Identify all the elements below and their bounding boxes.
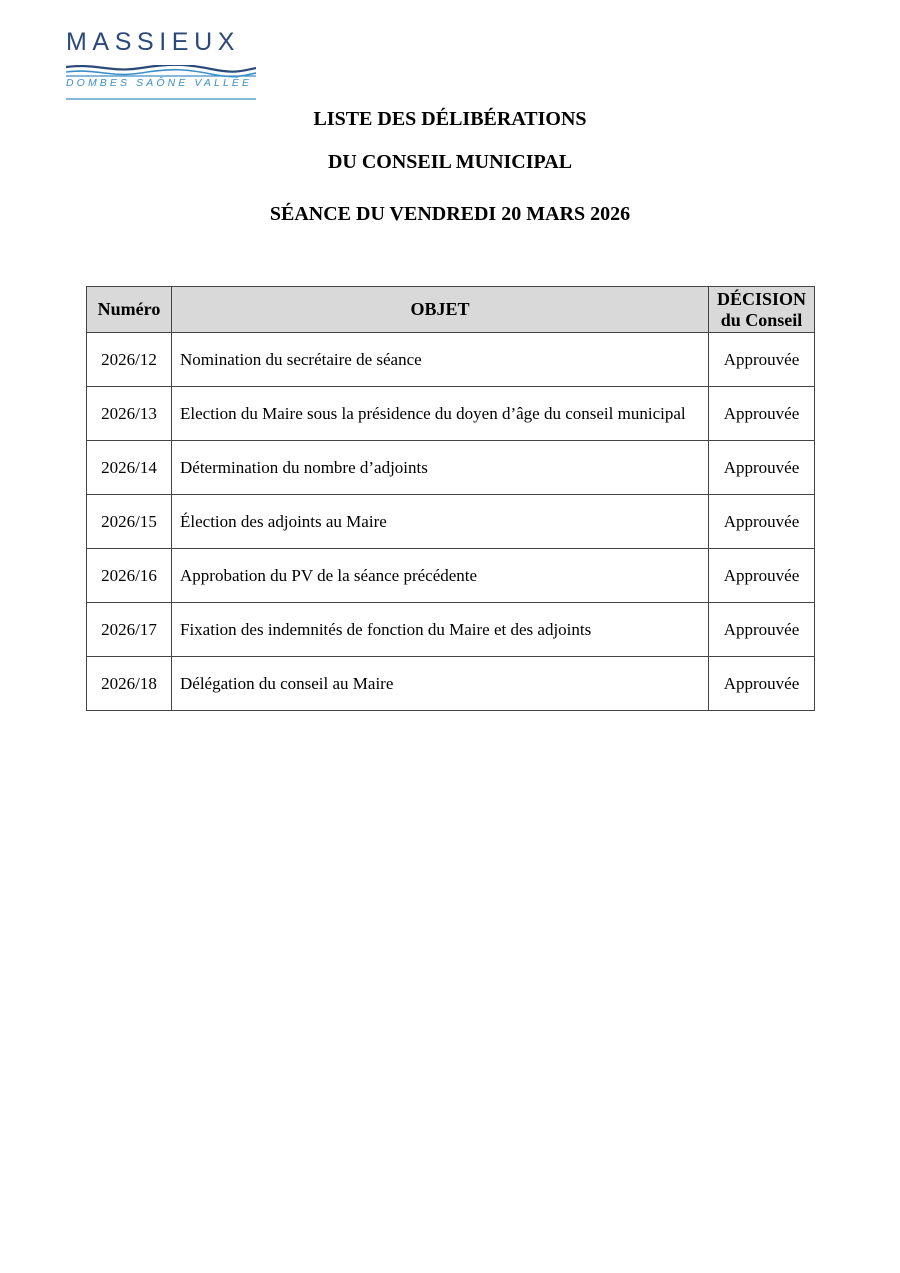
row-numero: 2026/16	[87, 549, 172, 603]
row-objet-text: Délégation du conseil au Maire	[180, 673, 394, 693]
header-decision	[709, 287, 815, 333]
table-row	[87, 549, 815, 603]
row-numero: 2026/15	[87, 495, 172, 549]
header-decision-line1: DÉCISION	[716, 288, 807, 309]
logo-name: MASSIEUX	[66, 28, 240, 56]
row-objet	[172, 387, 709, 441]
table-row	[87, 603, 815, 657]
massieux-logo	[66, 30, 261, 92]
row-decision: Approuvée	[709, 387, 815, 441]
row-objet	[172, 549, 709, 603]
row-decision: Approuvée	[709, 603, 815, 657]
table-row	[87, 441, 815, 495]
row-objet	[172, 657, 709, 711]
row-objet-text: Approbation du PV de la séance précédente	[180, 565, 478, 585]
row-numero: 2026/17	[87, 603, 172, 657]
row-numero: 2026/18	[87, 657, 172, 711]
row-decision: Approuvée	[709, 333, 815, 387]
table-row	[87, 495, 815, 549]
header-objet: OBJET	[172, 287, 709, 333]
logo-tagline: DOMBES SAÔNE VALLÉE	[66, 77, 253, 89]
row-numero: 2026/14	[87, 441, 172, 495]
row-decision: Approuvée	[709, 441, 815, 495]
document-title-line2: DU CONSEIL MUNICIPAL	[327, 151, 573, 173]
session-date-title: SÉANCE DU VENDREDI 20 MARS 2026	[269, 203, 631, 225]
row-decision: Approuvée	[709, 495, 815, 549]
row-decision: Approuvée	[709, 549, 815, 603]
row-objet-text: Élection des adjoints au Maire	[180, 511, 387, 531]
table-header-row	[87, 287, 815, 333]
table-row	[87, 387, 815, 441]
header-numero: Numéro	[87, 287, 172, 333]
deliberations-table	[86, 286, 815, 711]
row-objet	[172, 333, 709, 387]
table-header	[87, 287, 815, 333]
row-objet-text: Nomination du secrétaire de séance	[180, 349, 422, 369]
table-row	[87, 333, 815, 387]
row-numero: 2026/13	[87, 387, 172, 441]
row-objet	[172, 441, 709, 495]
row-objet	[172, 495, 709, 549]
document-title-line1: LISTE DES DÉLIBÉRATIONS	[313, 108, 587, 130]
row-numero: 2026/12	[87, 333, 172, 387]
row-objet-text: Fixation des indemnités de fonction du Maire et des adjoints	[180, 619, 592, 639]
row-objet-text: Election du Maire sous la présidence du doyen d’âge du conseil municipal	[180, 403, 686, 423]
row-objet	[172, 603, 709, 657]
table-row	[87, 657, 815, 711]
row-decision: Approuvée	[709, 657, 815, 711]
row-objet-text: Détermination du nombre d’adjoints	[180, 457, 428, 477]
table-body	[87, 333, 815, 711]
header-decision-line2: du Conseil	[720, 309, 803, 330]
